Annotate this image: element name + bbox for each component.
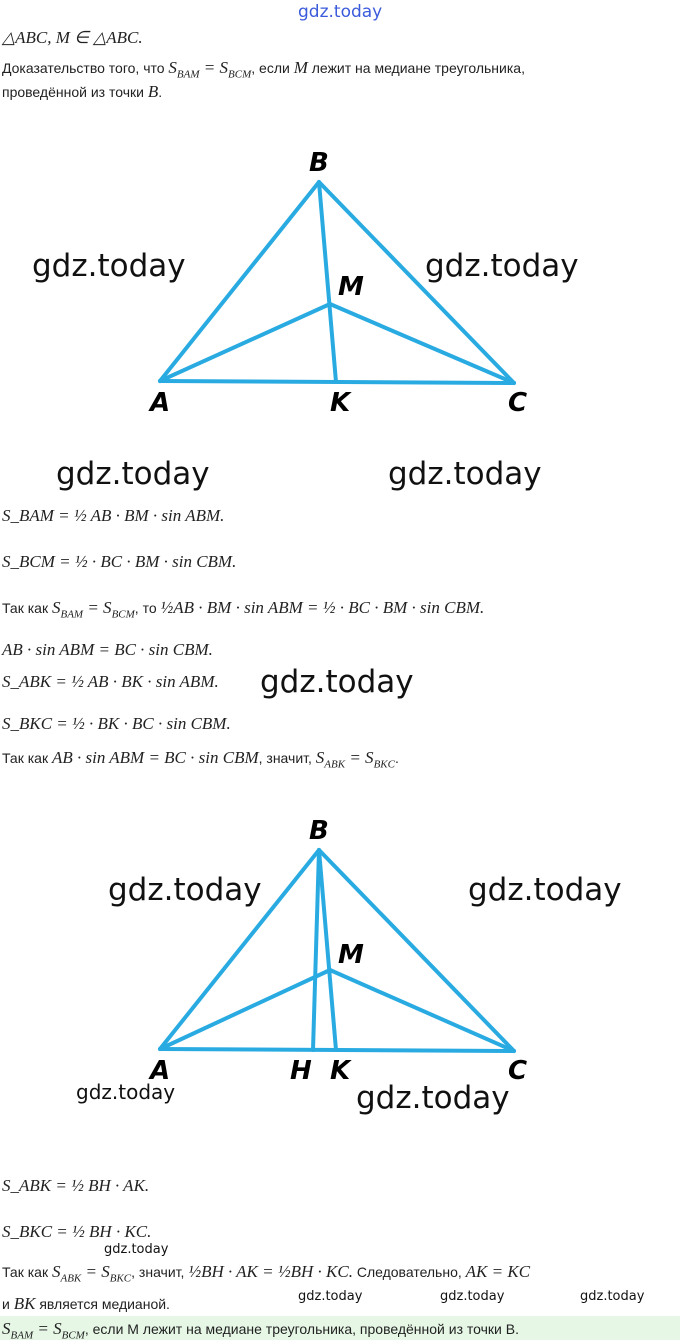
formula-ab-sin: AB · sin ABM = BC · sin CBM. xyxy=(2,640,213,659)
formula-s-bcm: S_BCM = ½ · BC · BM · sin CBM. xyxy=(2,552,237,571)
therefore-text: Следовательно, xyxy=(356,1264,462,1280)
vertex-a-label: A xyxy=(150,388,171,418)
hence-text: значит, xyxy=(266,750,312,766)
segment-am xyxy=(160,304,330,381)
segment-mc-2 xyxy=(330,970,514,1051)
vertex-b-label: B xyxy=(309,816,329,846)
vertex-m-label: M xyxy=(338,272,364,302)
formula-s-bkc-2: S_BKC = ½ BH · KC. xyxy=(2,1222,152,1241)
hence-text-2: значит, xyxy=(138,1264,185,1280)
watermark: gdz.today xyxy=(260,664,414,700)
task-line-2: проведённой из точки B. xyxy=(2,82,163,101)
watermark: gdz.today xyxy=(425,248,579,284)
given-line: △ABC, M ∈ △ABC. xyxy=(2,28,143,47)
task-text: Доказательство того, что xyxy=(2,60,165,76)
watermark: gdz.today xyxy=(356,1080,510,1116)
segment-mc xyxy=(330,304,514,383)
conclusion-line: $S_{BAM} = S_{BCM}$, если M лежит на медиане треугольника, проведённой из точки B. xyxy=(2,1319,519,1341)
vertex-k-label: K xyxy=(330,1056,351,1086)
task-text-2: проведённой из точки xyxy=(2,84,144,100)
formula-s-bkc: S_BKC = ½ · BK · BC · sin CBM. xyxy=(2,714,231,733)
vertex-m-label: M xyxy=(338,940,364,970)
watermark: gdz.today xyxy=(56,456,210,492)
task-text-end: лежит на медиане треугольника, xyxy=(311,60,525,76)
vertex-b-label: B xyxy=(309,148,329,178)
watermark: gdz.today xyxy=(108,872,262,908)
median-bk xyxy=(319,182,336,382)
height-bh xyxy=(313,850,319,1050)
vertex-k-label: K xyxy=(330,388,351,418)
watermark: gdz.today xyxy=(76,1080,176,1104)
since-line-2: Так как AB · sin ABM = BC · sin CBM, значит, $S_{ABK} = S_{BKC}$. xyxy=(2,748,399,771)
since-line-1: Так как $S_{BAM} = S_{BCM}$, то ½AB · BM · sin ABM = ½ · BC · BM · sin CBM. xyxy=(2,598,485,621)
watermark: gdz.today xyxy=(298,1289,363,1304)
formula-s-abk-2: S_ABK = ½ BH · AK. xyxy=(2,1176,150,1195)
since-text-2: Так как xyxy=(2,750,49,766)
vertex-c-label: C xyxy=(508,1056,528,1086)
watermark: gdz.today xyxy=(298,2,383,22)
formula-s-bam: S_BAM = ½ AB · BM · sin ABM. xyxy=(2,506,225,525)
conclusion-text: если M лежит на медиане треугольника, проведённой из точки B. xyxy=(92,1321,519,1337)
watermark: gdz.today xyxy=(388,456,542,492)
since-text: Так как xyxy=(2,600,49,616)
watermark: gdz.today xyxy=(32,248,186,284)
watermark: gdz.today xyxy=(468,872,622,908)
then-text: то xyxy=(142,600,157,616)
formula-s-abk: S_ABK = ½ AB · BK · sin ABM. xyxy=(2,672,219,691)
watermark: gdz.today xyxy=(440,1289,505,1304)
median-bk-2 xyxy=(319,850,336,1050)
task-line-1: Доказательство того, что $S_{BAM} = S_{BCM}$, если M лежит на медиане треугольника, xyxy=(2,58,525,81)
segment-am-2 xyxy=(160,970,330,1049)
since-line-3: Так как $S_{ABK} = S_{BKC}$, значит, ½BH · AK = ½BH · KC. Следовательно, AK = KC xyxy=(2,1262,531,1285)
watermark: gdz.today xyxy=(580,1289,645,1304)
vertex-a-label: A xyxy=(150,1056,171,1086)
vertex-c-label: C xyxy=(508,388,528,418)
median-line: и BK является медианой. xyxy=(2,1294,170,1313)
since-text-3: Так как xyxy=(2,1264,49,1280)
vertex-h-label: H xyxy=(290,1056,312,1086)
median-text: является медианой. xyxy=(39,1296,170,1312)
watermark: gdz.today xyxy=(104,1242,169,1257)
